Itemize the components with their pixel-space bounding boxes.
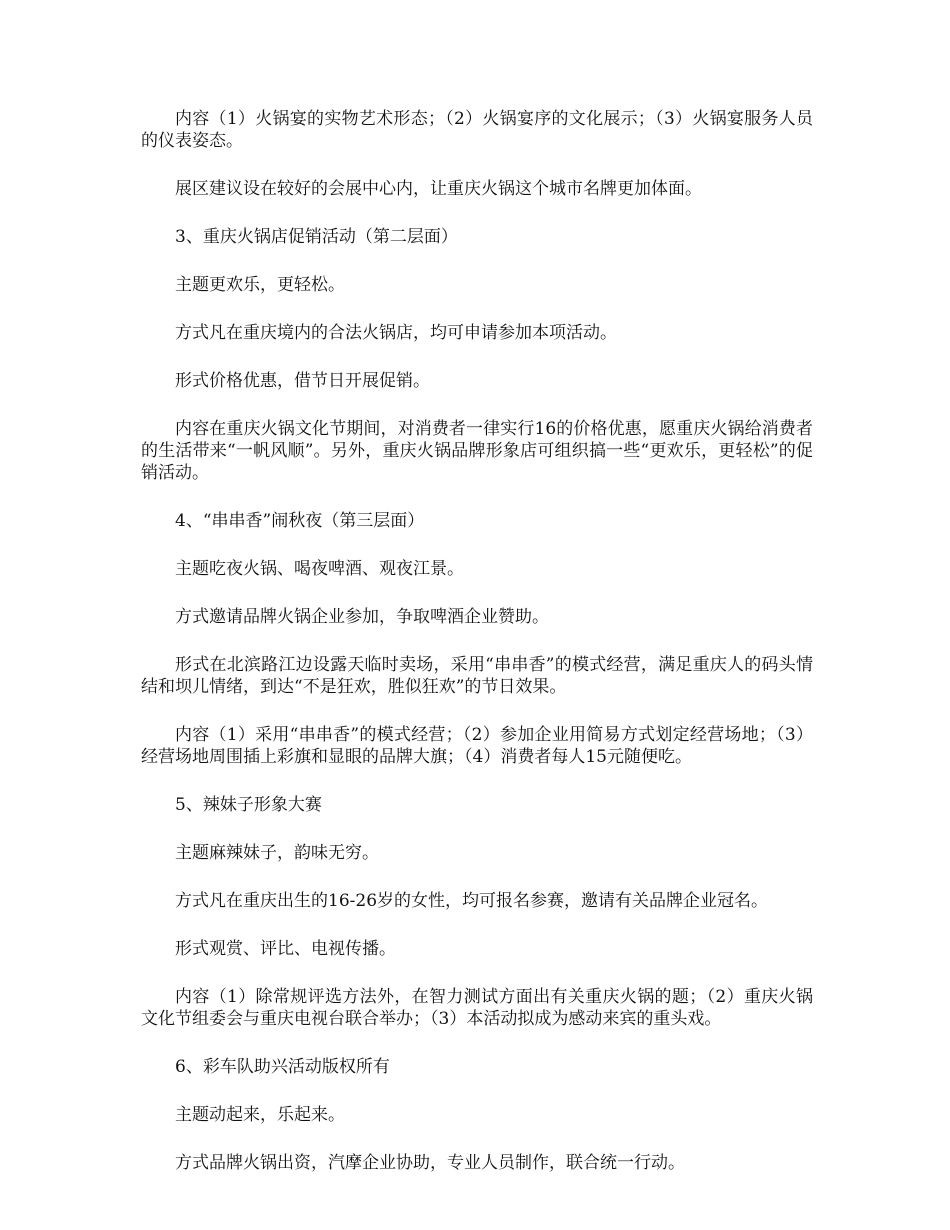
paragraph-theme-5: 主题麻辣妹子，韵味无穷。: [175, 843, 379, 863]
document-page: [141, 108, 813, 1200]
paragraph-hotpot-banquet-content: 内容（1）火锅宴的实物艺术形态；（2）火锅宴序的文化展示；（3）火锅宴服务人员的仪表姿态。: [141, 109, 813, 151]
section-heading-4: 4、“串串香”闹秋夜（第三层面）: [175, 511, 425, 531]
paragraph-content-3: 内容在重庆火锅文化节期间，对消费者一律实行16的价格优惠，愿重庆火锅给消费者的生活带来“一帆风顺”。另外，重庆火锅品牌形象店可组织搞一些“更欢乐，更轻松”的促销活动。: [141, 419, 813, 483]
paragraph-exhibition-venue: 展区建议设在较好的会展中心内，让重庆火锅这个城市名牌更加体面。: [175, 179, 702, 199]
section-heading-5: 5、辣妹子形象大赛: [175, 795, 322, 815]
paragraph-theme-6: 主题动起来，乐起来。: [175, 1105, 345, 1125]
paragraph-content-5: 内容（1）除常规评选方法外，在智力测试方面出有关重庆火锅的题；（2）重庆火锅文化节组委会与重庆电视台联合举办；（3）本活动拟成为感动来宾的重头戏。: [141, 987, 813, 1029]
paragraph-theme-3: 主题更欢乐，更轻松。: [175, 275, 345, 295]
section-heading-3: 3、重庆火锅店促销活动（第二层面）: [175, 227, 458, 247]
section-heading-6: 6、彩车队助兴活动版权所有: [175, 1057, 390, 1077]
paragraph-method-3: 方式凡在重庆境内的合法火锅店，均可申请参加本项活动。: [175, 323, 617, 343]
paragraph-form-5: 形式观赏、评比、电视传播。: [175, 939, 396, 959]
paragraph-content-4: 内容（1）采用“串串香”的模式经营；（2）参加企业用简易方式划定经营场地；（3）经营场地周围插上彩旗和显眼的品牌大旗；（4）消费者每人15元随便吃。: [141, 725, 813, 767]
paragraph-method-4: 方式邀请品牌火锅企业参加，争取啤酒企业赞助。: [175, 607, 549, 627]
paragraph-theme-4: 主题吃夜火锅、喝夜啤酒、观夜江景。: [175, 559, 464, 579]
paragraph-method-6: 方式品牌火锅出资，汽摩企业协助，专业人员制作，联合统一行动。: [175, 1153, 685, 1173]
paragraph-method-5: 方式凡在重庆出生的16-26岁的女性，均可报名参赛，邀请有关品牌企业冠名。: [175, 891, 769, 911]
paragraph-form-4: 形式在北滨路江边设露天临时卖场，采用“串串香”的模式经营，满足重庆人的码头情结和坝儿情绪，到达“不是狂欢，胜似狂欢”的节日效果。: [141, 655, 813, 697]
paragraph-form-3: 形式价格优惠，借节日开展促销。: [175, 371, 430, 391]
